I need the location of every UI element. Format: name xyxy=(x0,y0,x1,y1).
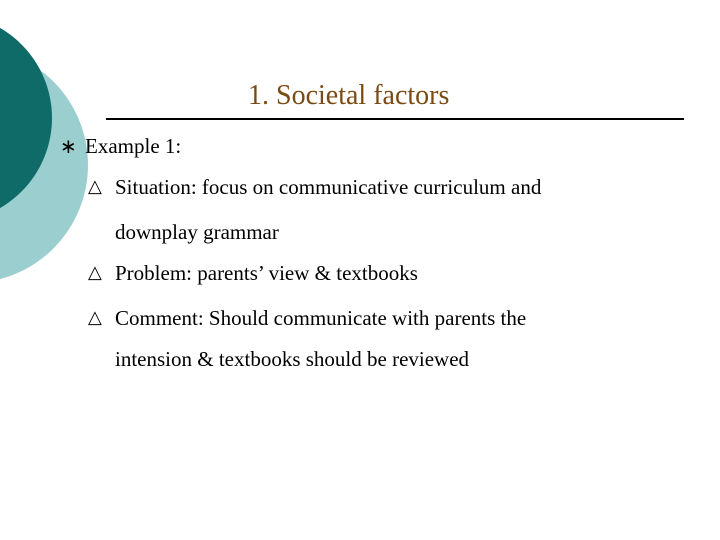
sub-item-comment xyxy=(88,302,526,334)
triangle-outline-icon: △ xyxy=(88,307,102,328)
sub-item-situation xyxy=(88,171,541,203)
asterisk-icon: ∗ xyxy=(60,134,77,158)
title-underline xyxy=(106,118,684,120)
sub-item-continuation: intension & textbooks should be reviewed xyxy=(115,347,470,371)
sub-item-text: Comment: Should communicate with parents the xyxy=(115,306,527,330)
bullet-item xyxy=(60,131,181,161)
triangle-outline-icon: △ xyxy=(88,262,102,283)
sub-item-text: Situation: focus on communicative curriculum and xyxy=(115,175,542,199)
bullet-text: Example 1: xyxy=(85,134,182,158)
sub-item-problem xyxy=(88,257,418,289)
triangle-outline-icon: △ xyxy=(88,176,102,197)
sub-item-continuation: downplay grammar xyxy=(115,220,279,244)
sub-item-text: Problem: parents’ view & textbooks xyxy=(115,261,418,285)
slide-title: 1. Societal factors xyxy=(248,80,450,111)
